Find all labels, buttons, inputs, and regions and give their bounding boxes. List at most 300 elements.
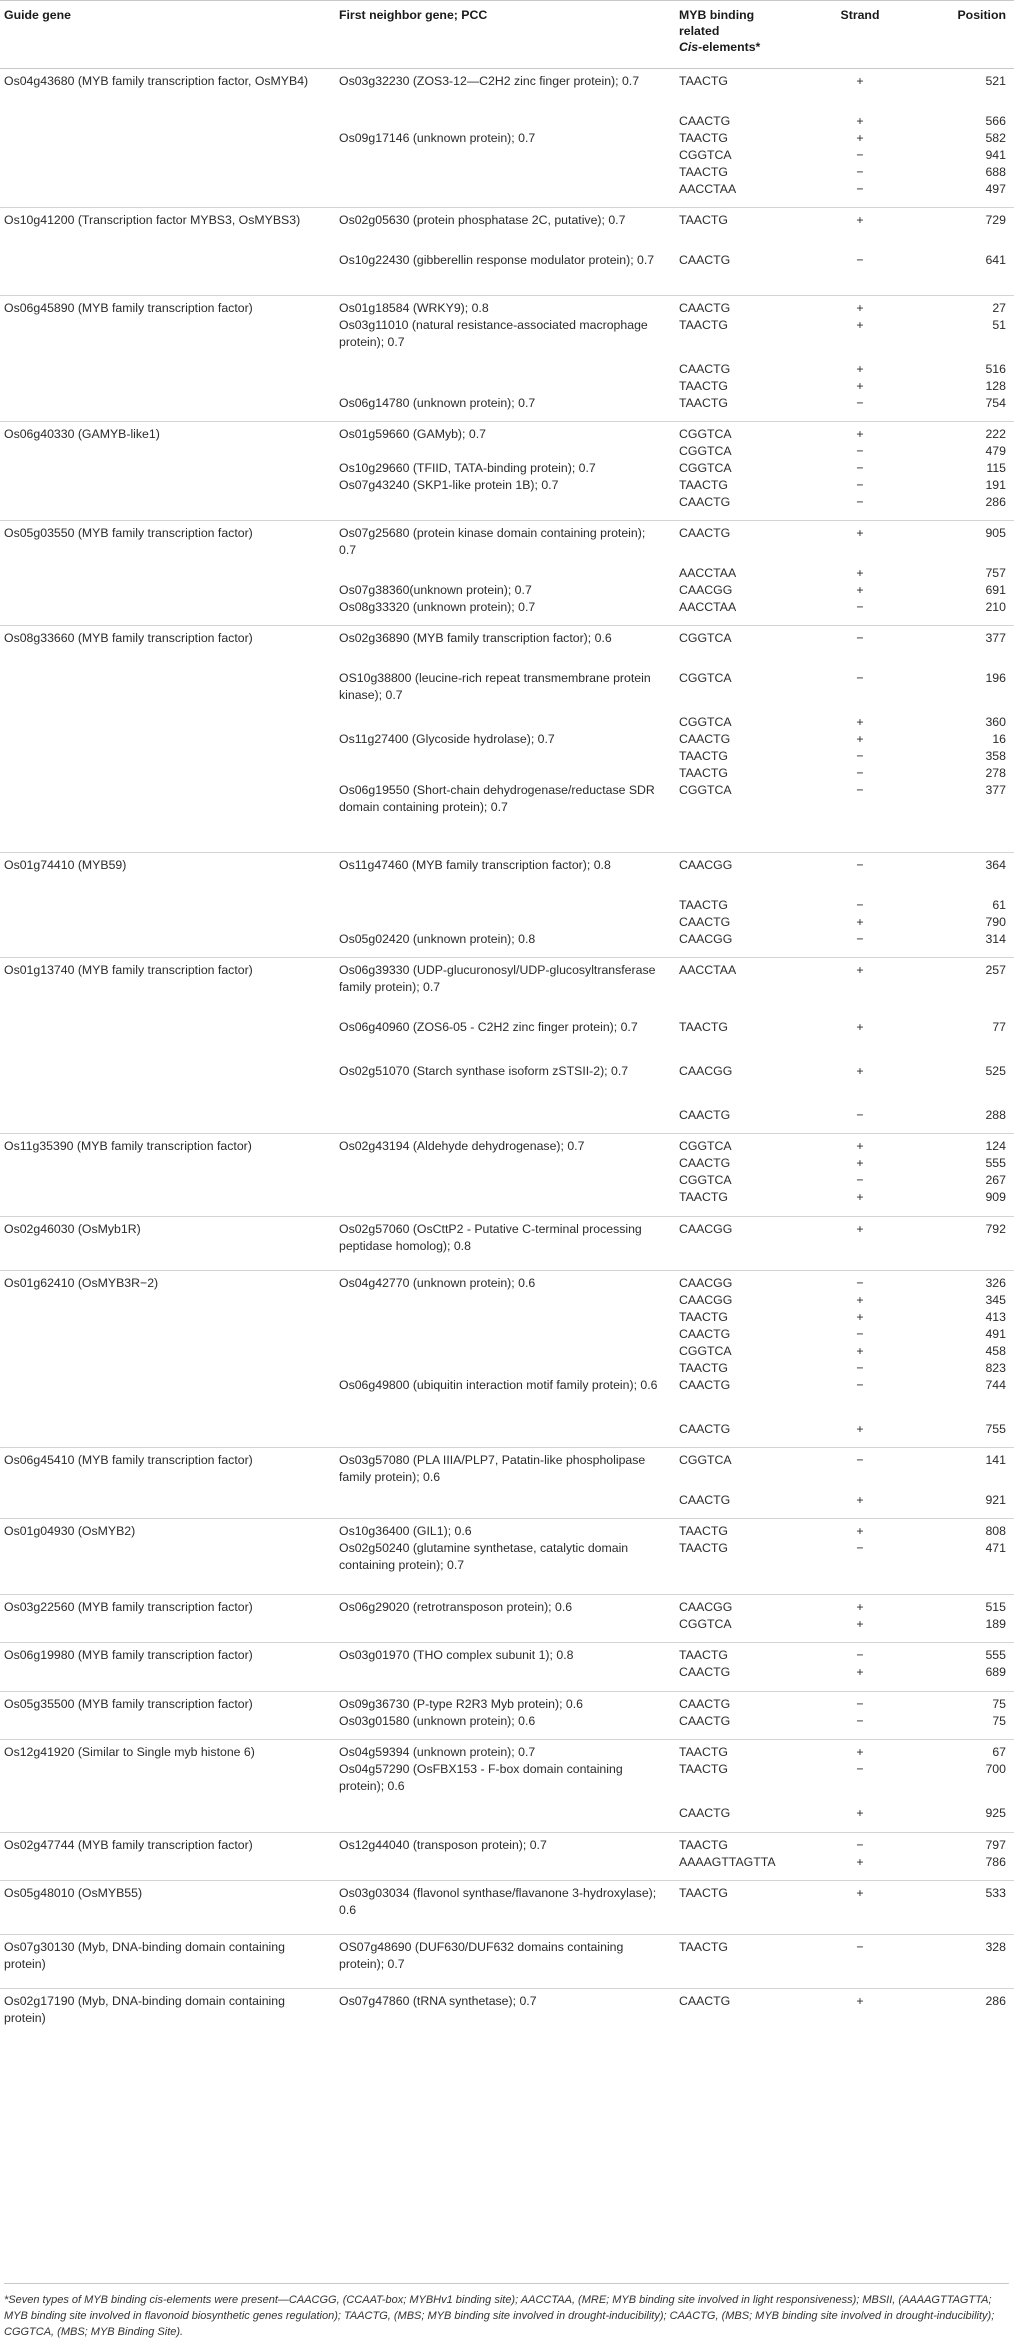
cis-element-cell: CAACTG [679,252,731,267]
table-row [0,765,1014,782]
table-row [0,1492,1014,1519]
cis-element-cell: CGGTCA [679,460,732,475]
strand-cell: − [856,748,864,763]
neighbor-gene-cell: Os02g36890 (MYB family transcription factor); 0.6 [335,626,675,670]
strand-cell: − [805,626,913,670]
position-cell: 67 [913,1740,1014,1762]
neighbor-gene-cell [335,765,675,782]
guide-gene-cell [0,599,335,626]
strand-cell: + [856,1156,864,1170]
guide-gene-cell [0,494,335,521]
cis-element-cell: TAACTG [675,1740,805,1762]
guide-gene-cell: Os06g40330 (GAMYB-like1) [0,421,335,443]
position-cell: 754 [985,396,1006,410]
position-cell: 257 [913,958,1014,1019]
strand-cell: + [805,69,913,113]
strand-cell: + [805,421,913,443]
guide-gene-cell [0,1309,335,1326]
table-row [0,378,1014,395]
table-row [0,1421,1014,1448]
guide-gene-cell [0,147,335,164]
cis-element-cell: TAACTG [679,748,728,763]
cis-element-cell: CAACGG [679,582,733,597]
strand-cell: − [805,1270,913,1292]
neighbor-gene-cell: Os11g27400 (Glycoside hydrolase); 0.7 [339,731,555,746]
table-row [0,582,1014,599]
position-cell: 345 [985,1292,1006,1307]
cis-element-cell: TAACTG [679,1309,728,1324]
table-row [0,782,1014,853]
guide-gene-cell: Os05g03550 (MYB family transcription factor) [0,521,335,565]
cis-element-cell: TAACTG [679,164,728,179]
table-row [0,252,1014,296]
position-cell: 358 [985,748,1006,763]
cis-element-cell: CAACTG [679,1665,731,1679]
neighbor-gene-cell [335,1172,675,1189]
cis-element-cell: CAACTG [679,1713,731,1728]
position-cell: 75 [913,1691,1014,1713]
strand-cell: + [805,1594,913,1616]
guide-gene-cell: Os06g45890 (MYB family transcription factor) [0,296,335,318]
neighbor-gene-cell: Os10g29660 (TFIID, TATA-binding protein); 0.7 [339,460,596,475]
guide-gene-cell [0,1664,335,1691]
strand-cell: + [856,1616,864,1631]
guide-gene-cell: Os01g13740 (MYB family transcription factor) [0,958,335,1019]
strand-cell: + [856,914,864,929]
position-cell: 191 [985,477,1006,492]
cis-element-cell: CAACTG [679,494,731,509]
guide-gene-cell: Os06g19980 (MYB family transcription factor) [0,1643,335,1665]
table-row [0,69,1014,113]
guide-gene-cell [0,361,335,378]
table-row [0,460,1014,477]
strand-cell: + [805,1134,913,1156]
table-row [0,521,1014,565]
table-footnote: *Seven types of MYB binding cis-elements were present—CAACGG, (CCAAT-box; MYBHv1 binding site); AACCTAA, (MRE; MYB binding site involved in light responsiveness); MBSII, (AAAAGTTAGTTA; MYB binding site involved in flavonoid biosynthetic genes regulation); TAACTG, (MBS; MYB binding site involved in drought-inducibility); CAACTG, (MBS; MYB binding site involved in drought-inducibility); CGGTCA, (MBS; MYB Binding Site). [4,2283,1009,2340]
position-cell: 823 [985,1360,1006,1375]
table-row [0,565,1014,582]
neighbor-gene-cell [335,714,675,731]
neighbor-gene-cell: Os03g03034 (flavonol synthase/flavanone 3-hydroxylase); 0.6 [335,1881,675,1935]
guide-gene-cell [0,252,335,296]
position-cell: 491 [985,1326,1006,1341]
neighbor-gene-cell: Os04g42770 (unknown protein); 0.6 [335,1270,675,1292]
neighbor-gene-cell: Os10g36400 (GIL1); 0.6 [335,1519,675,1541]
neighbor-gene-cell: Os06g14780 (unknown protein); 0.7 [339,396,536,410]
neighbor-gene-cell: Os03g57080 (PLA IIIA/PLP7, Patatin-like phospholipase family protein); 0.6 [335,1448,675,1492]
table-header [0,1,1014,69]
table-row [0,317,1014,361]
position-cell: 377 [913,626,1014,670]
guide-gene-cell [0,582,335,599]
strand-cell: − [856,443,864,458]
position-cell: 808 [913,1519,1014,1541]
strand-cell: − [856,1762,864,1776]
cis-element-cell: TAACTG [679,396,728,410]
guide-gene-cell [0,670,335,714]
neighbor-gene-cell: Os11g47460 (MYB family transcription factor); 0.8 [335,853,675,897]
cis-element-cell: CGGTCA [679,1616,732,1631]
guide-gene-cell [0,1107,335,1134]
neighbor-gene-cell: Os08g33320 (unknown protein); 0.7 [339,599,536,614]
position-cell: 905 [913,521,1014,565]
cis-element-cell: TAACTG [679,897,728,912]
strand-cell: − [856,1173,864,1187]
neighbor-gene-cell [335,1492,675,1519]
position-cell: 278 [985,765,1006,780]
neighbor-gene-cell [335,897,675,914]
guide-gene-cell [0,1360,335,1377]
neighbor-gene-cell [335,164,675,181]
neighbor-gene-cell: Os09g36730 (P-type R2R3 Myb protein); 0.6 [335,1691,675,1713]
strand-cell: − [856,460,864,475]
table-row [0,1189,1014,1216]
strand-cell: − [805,1643,913,1665]
position-cell: 286 [985,494,1006,509]
guide-gene-cell [0,1854,335,1881]
table-row [0,208,1014,252]
position-cell: 516 [985,362,1006,376]
guide-gene-cell: Os05g35500 (MYB family transcription factor) [0,1691,335,1713]
guide-gene-cell: Os06g45410 (MYB family transcription factor) [0,1448,335,1492]
strand-cell: − [856,897,864,912]
strand-cell: − [805,1832,913,1854]
strand-cell: − [856,494,864,509]
strand-cell: + [805,1519,913,1541]
strand-cell: + [856,1665,864,1679]
neighbor-gene-cell: OS07g48690 (DUF630/DUF632 domains containing protein); 0.7 [335,1935,675,1989]
header-guide-gene: Guide gene [0,1,335,69]
guide-gene-cell: Os02g47744 (MYB family transcription factor) [0,1832,335,1854]
guide-gene-cell: Os12g41920 (Similar to Single myb histone 6) [0,1740,335,1762]
guide-gene-cell [0,1492,335,1519]
header-first-neighbor: First neighbor gene; PCC [335,1,675,69]
strand-cell: + [805,958,913,1019]
neighbor-gene-cell [335,914,675,931]
table-row [0,1740,1014,1762]
guide-gene-cell [0,1713,335,1740]
cis-element-cell: CAACGG [679,931,733,946]
table-row [0,1935,1014,1989]
cis-element-cell: TAACTG [675,1643,805,1665]
guide-gene-cell [0,164,335,181]
strand-cell: + [856,582,864,597]
neighbor-gene-cell [335,1854,675,1881]
guide-gene-cell: Os04g43680 (MYB family transcription factor, OsMYB4) [0,69,335,113]
table-row [0,1832,1014,1854]
guide-gene-cell [0,443,335,460]
table-row [0,1519,1014,1541]
neighbor-gene-cell [335,1189,675,1216]
table-row [0,1691,1014,1713]
strand-cell: + [856,1854,864,1869]
guide-gene-cell: Os08g33660 (MYB family transcription factor) [0,626,335,670]
table-row [0,395,1014,421]
guide-gene-cell [0,714,335,731]
table-row [0,477,1014,494]
table-row [0,748,1014,765]
guide-gene-cell: Os07g30130 (Myb, DNA-binding domain containing protein) [0,1935,335,1989]
cis-element-cell: CAACGG [679,1292,733,1307]
position-cell: 755 [985,1421,1006,1436]
strand-cell: + [805,1881,913,1935]
neighbor-gene-cell: Os02g57060 (OsCttP2 - Putative C-terminal processing peptidase homolog); 0.8 [335,1216,675,1270]
position-cell: 196 [985,670,1006,685]
cis-element-cell: CGGTCA [679,147,732,162]
table-row [0,361,1014,378]
position-cell: 729 [913,208,1014,252]
strand-cell: − [856,670,864,685]
table-row [0,1309,1014,1326]
table-row [0,494,1014,521]
strand-cell: − [805,1448,913,1492]
position-cell: 479 [985,443,1006,458]
position-cell: 286 [913,1989,1014,2043]
table-row [0,1134,1014,1156]
table-row [0,1854,1014,1881]
table-row [0,1172,1014,1189]
strand-cell: − [856,1107,864,1122]
neighbor-gene-cell: Os07g43240 (SKP1-like protein 1B); 0.7 [339,477,559,492]
position-cell: 582 [985,130,1006,145]
position-cell: 757 [985,565,1006,580]
guide-gene-cell: Os01g04930 (OsMYB2) [0,1519,335,1541]
neighbor-gene-cell [335,1664,675,1691]
position-cell: 141 [913,1448,1014,1492]
position-cell: 533 [913,1881,1014,1935]
neighbor-gene-cell: Os02g43194 (Aldehyde dehydrogenase); 0.7 [335,1134,675,1156]
guide-gene-cell [0,1540,335,1594]
position-cell: 51 [992,318,1006,332]
position-cell: 786 [985,1854,1006,1869]
neighbor-gene-cell [335,1343,675,1360]
guide-gene-cell [0,378,335,395]
cis-element-cell: CAACGG [675,853,805,897]
guide-gene-cell: Os11g35390 (MYB family transcription factor) [0,1134,335,1156]
guide-gene-cell [0,460,335,477]
position-cell: 115 [986,460,1006,475]
table-row [0,897,1014,914]
position-cell: 288 [985,1107,1006,1122]
position-cell: 689 [985,1665,1006,1679]
header-strand: Strand [805,1,913,69]
header-position: Position [913,1,1014,69]
position-cell: 364 [913,853,1014,897]
table-row [0,1594,1014,1616]
cis-element-cell: CAACTG [675,296,805,318]
table-row [0,1360,1014,1377]
cis-element-cell: CAACGG [675,1270,805,1292]
neighbor-gene-cell: Os07g38360(unknown protein); 0.7 [339,582,532,597]
neighbor-gene-cell: Os02g05630 (protein phosphatase 2C, putative); 0.7 [335,208,675,252]
guide-gene-cell [0,931,335,958]
position-cell: 326 [913,1270,1014,1292]
cis-element-cell: CAACTG [679,1107,731,1122]
position-cell: 77 [992,1019,1006,1034]
cis-element-cell: TAACTG [675,1881,805,1935]
cis-element-cell: CAACTG [679,1156,731,1170]
cis-element-cell: CGGTCA [675,1134,805,1156]
position-cell: 27 [913,296,1014,318]
strand-cell: + [856,1343,864,1358]
neighbor-gene-cell: Os03g01970 (THO complex subunit 1); 0.8 [335,1643,675,1665]
neighbor-gene-cell: Os02g51070 (Starch synthase isoform zSTSII-2); 0.7 [339,1063,629,1078]
guide-gene-cell [0,1377,335,1421]
neighbor-gene-cell: Os01g18584 (WRKY9); 0.8 [335,296,675,318]
header-cis-line1: MYB binding [679,8,755,22]
guide-gene-cell: Os01g62410 (OsMYB3R−2) [0,1270,335,1292]
strand-cell: − [805,853,913,897]
strand-cell: + [805,1989,913,2043]
position-cell: 797 [913,1832,1014,1854]
strand-cell: + [856,130,864,145]
guide-gene-cell [0,1155,335,1172]
neighbor-gene-cell: Os05g02420 (unknown protein); 0.8 [339,931,536,946]
neighbor-gene-cell [335,1616,675,1643]
strand-cell: − [856,181,864,196]
cis-element-cell: CAACTG [679,1806,731,1820]
strand-cell: + [856,318,864,332]
position-cell: 941 [985,147,1006,162]
position-cell: 124 [913,1134,1014,1156]
cis-element-cell: TAACTG [675,1832,805,1854]
neighbor-gene-cell [335,1309,675,1326]
neighbor-gene-cell: Os03g01580 (unknown protein); 0.6 [339,1713,536,1728]
guide-gene-cell [0,1421,335,1448]
strand-cell: − [856,396,864,410]
strand-cell: − [856,765,864,780]
cis-element-cell: CAACTG [679,731,731,746]
strand-cell: + [856,379,864,393]
position-cell: 921 [985,1492,1006,1507]
cis-element-cell: AACCTAA [675,958,805,1019]
strand-cell: − [856,1326,864,1341]
table-row [0,296,1014,318]
neighbor-gene-cell: OS10g38800 (leucine-rich repeat transmembrane protein kinase); 0.7 [339,670,651,702]
guide-gene-cell [0,565,335,582]
strand-cell: − [856,147,864,162]
table-row [0,1448,1014,1492]
position-cell: 360 [985,714,1006,729]
neighbor-gene-cell: Os04g59394 (unknown protein); 0.7 [335,1740,675,1762]
table-row [0,1761,1014,1805]
table-row [0,1989,1014,2043]
cis-element-cell: TAACTG [675,69,805,113]
neighbor-gene-cell: Os07g47860 (tRNA synthetase); 0.7 [335,1989,675,2043]
strand-cell: + [856,113,864,128]
strand-cell: + [856,1421,864,1436]
guide-gene-cell [0,1343,335,1360]
guide-gene-cell: Os01g74410 (MYB59) [0,853,335,897]
guide-gene-cell: Os10g41200 (Transcription factor MYBS3, OsMYBS3) [0,208,335,252]
position-cell: 691 [985,582,1006,597]
position-cell: 458 [985,1343,1006,1358]
table-row [0,1216,1014,1270]
cis-element-cell: CGGTCA [679,670,732,685]
guide-gene-cell [0,1761,335,1805]
position-cell: 189 [985,1616,1006,1631]
guide-gene-cell: Os02g46030 (OsMyb1R) [0,1216,335,1270]
cis-element-cell: CGGTCA [679,1343,732,1358]
strand-cell: + [856,714,864,729]
strand-cell: − [856,477,864,492]
position-cell: 413 [985,1309,1006,1324]
neighbor-gene-cell [335,1155,675,1172]
position-cell: 744 [985,1377,1006,1392]
strand-cell: + [856,1806,864,1820]
guide-gene-cell: Os02g17190 (Myb, DNA-binding domain containing protein) [0,1989,335,2043]
neighbor-gene-cell: Os06g39330 (UDP-glucuronosyl/UDP-glucosyltransferase family protein); 0.7 [335,958,675,1019]
position-cell: 61 [992,897,1006,912]
neighbor-gene-cell: Os06g29020 (retrotransposon protein); 0.6 [335,1594,675,1616]
table-row [0,113,1014,130]
table-row [0,1155,1014,1172]
guide-gene-cell [0,782,335,853]
guide-gene-cell [0,897,335,914]
neighbor-gene-cell: Os12g44040 (transposon protein); 0.7 [335,1832,675,1854]
table-row [0,1616,1014,1643]
table-row [0,1107,1014,1134]
strand-cell: + [805,521,913,565]
neighbor-gene-cell [335,565,675,582]
table-row [0,1881,1014,1935]
strand-cell: + [805,208,913,252]
cis-element-cell: TAACTG [679,130,728,145]
position-cell: 688 [985,164,1006,179]
position-cell: 521 [913,69,1014,113]
guide-gene-cell [0,914,335,931]
position-cell: 328 [913,1935,1014,1989]
strand-cell: − [856,1713,864,1728]
cis-element-cell: CAACTG [679,113,731,128]
neighbor-gene-cell [335,181,675,208]
position-cell: 515 [913,1594,1014,1616]
strand-cell: − [805,1935,913,1989]
guide-gene-cell [0,1189,335,1216]
cis-element-cell: AACCTAA [679,181,737,196]
strand-cell: − [805,1691,913,1713]
cis-element-cell: CAACGG [679,1063,733,1078]
position-cell: 909 [985,1190,1006,1204]
table-row [0,1643,1014,1665]
strand-cell: + [805,296,913,318]
neighbor-gene-cell [335,147,675,164]
cis-element-cell: CGGTCA [679,714,732,729]
neighbor-gene-cell: Os06g19550 (Short-chain dehydrogenase/reductase SDR domain containing protein); 0.7 [339,782,655,814]
position-cell: 75 [992,1713,1006,1728]
position-cell: 314 [985,931,1006,946]
guide-gene-cell [0,1292,335,1309]
guide-gene-cell [0,765,335,782]
table-row [0,1343,1014,1360]
cis-element-cell: CAACTG [679,1421,731,1436]
position-cell: 222 [913,421,1014,443]
cis-element-cell: TAACTG [679,1541,728,1555]
cis-element-cell: CAACTG [675,1989,805,2043]
strand-cell: − [856,1541,864,1555]
strand-cell: + [856,1492,864,1507]
cis-element-cell: CAACGG [675,1594,805,1616]
strand-cell: − [856,252,864,267]
cis-element-cell: TAACTG [679,1360,728,1375]
guide-gene-cell [0,1326,335,1343]
cis-element-cell: CGGTCA [679,782,732,797]
neighbor-gene-cell [335,1421,675,1448]
neighbor-gene-cell [335,361,675,378]
header-cis-italic: Cis [679,40,699,54]
cis-element-cell: TAACTG [679,1762,728,1776]
guide-gene-cell [0,731,335,748]
